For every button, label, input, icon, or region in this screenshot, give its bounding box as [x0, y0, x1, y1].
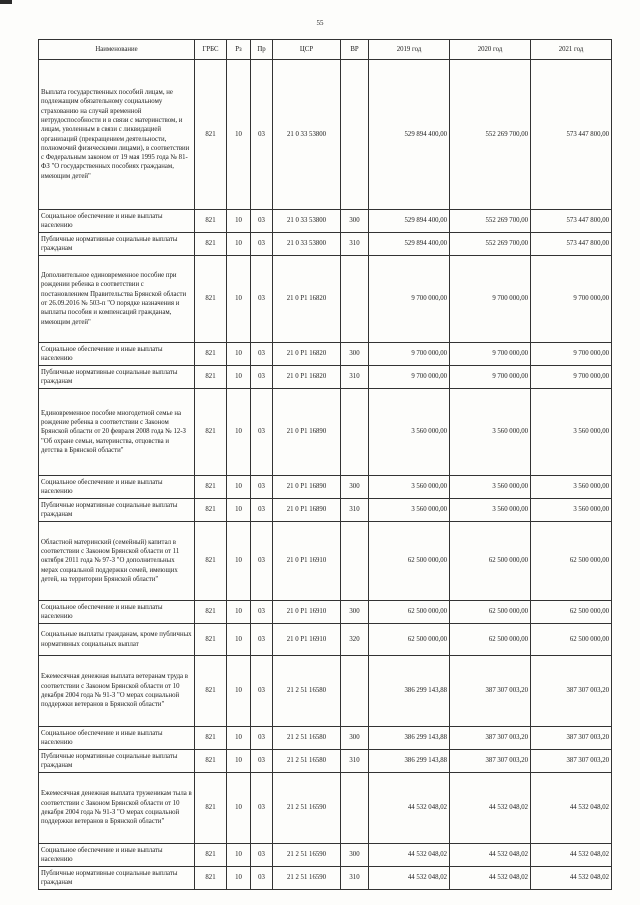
cell-2021: 573 447 800,00 [531, 233, 612, 256]
cell-2021: 44 532 048,02 [531, 844, 612, 867]
cell-pr: 03 [251, 499, 273, 522]
cell-csr: 21 0 P1 16910 [273, 624, 341, 656]
cell-2019: 529 894 400,00 [369, 210, 450, 233]
cell-grbs: 821 [195, 499, 227, 522]
cell-2019: 44 532 048,02 [369, 867, 450, 890]
cell-rz: 10 [227, 624, 251, 656]
header-2019: 2019 год [369, 40, 450, 60]
cell-2020: 3 560 000,00 [450, 476, 531, 499]
cell-2019: 62 500 000,00 [369, 624, 450, 656]
cell-grbs: 821 [195, 601, 227, 624]
cell-2019: 3 560 000,00 [369, 476, 450, 499]
cell-pr: 03 [251, 750, 273, 773]
cell-2020: 3 560 000,00 [450, 389, 531, 476]
cell-2020: 9 700 000,00 [450, 366, 531, 389]
table-body [39, 60, 612, 890]
cell-rz: 10 [227, 499, 251, 522]
cell-csr: 21 2 51 16580 [273, 656, 341, 727]
table-row [39, 750, 612, 773]
cell-2019: 62 500 000,00 [369, 601, 450, 624]
cell-2019: 44 532 048,02 [369, 773, 450, 844]
cell-name: Публичные нормативные социальные выплаты гражданам [39, 750, 195, 773]
table-row [39, 256, 612, 343]
header-csr: ЦСР [273, 40, 341, 60]
cell-grbs: 821 [195, 60, 227, 210]
table-row [39, 60, 612, 210]
cell-pr: 03 [251, 522, 273, 601]
cell-csr: 21 0 33 53800 [273, 233, 341, 256]
cell-2020: 62 500 000,00 [450, 522, 531, 601]
cell-csr: 21 2 51 16580 [273, 727, 341, 750]
cell-grbs: 821 [195, 844, 227, 867]
cell-grbs: 821 [195, 389, 227, 476]
cell-2021: 387 307 003,20 [531, 656, 612, 727]
cell-2021: 44 532 048,02 [531, 773, 612, 844]
cell-name: Областной материнский (семейный) капитал в соответствии с Законом Брянской области от 11 октября 2011 года № 97-З "О дополнительных мерах социальной поддержки семей, имеющих детей, на территории Брянской области" [39, 522, 195, 601]
table-row [39, 476, 612, 499]
table-row [39, 867, 612, 890]
cell-rz: 10 [227, 601, 251, 624]
header-2021: 2021 год [531, 40, 612, 60]
cell-2021: 9 700 000,00 [531, 366, 612, 389]
cell-2019: 9 700 000,00 [369, 366, 450, 389]
cell-2020: 552 269 700,00 [450, 60, 531, 210]
cell-grbs: 821 [195, 366, 227, 389]
cell-csr: 21 2 51 16590 [273, 773, 341, 844]
cell-2021: 573 447 800,00 [531, 60, 612, 210]
cell-rz: 10 [227, 256, 251, 343]
cell-csr: 21 0 33 53800 [273, 60, 341, 210]
cell-grbs: 821 [195, 522, 227, 601]
table-row [39, 773, 612, 844]
cell-2019: 3 560 000,00 [369, 499, 450, 522]
cell-2020: 552 269 700,00 [450, 210, 531, 233]
table-row [39, 499, 612, 522]
cell-2020: 62 500 000,00 [450, 624, 531, 656]
cell-rz: 10 [227, 476, 251, 499]
cell-vr: 300 [341, 601, 369, 624]
cell-pr: 03 [251, 256, 273, 343]
cell-2021: 387 307 003,20 [531, 750, 612, 773]
cell-vr: 300 [341, 343, 369, 366]
header-grbs: ГРБС [195, 40, 227, 60]
cell-pr: 03 [251, 389, 273, 476]
cell-2021: 573 447 800,00 [531, 210, 612, 233]
cell-pr: 03 [251, 867, 273, 890]
cell-rz: 10 [227, 867, 251, 890]
cell-vr: 310 [341, 233, 369, 256]
cell-pr: 03 [251, 656, 273, 727]
page-number: 55 [316, 19, 324, 27]
table-row [39, 366, 612, 389]
cell-rz: 10 [227, 656, 251, 727]
cell-2020: 62 500 000,00 [450, 601, 531, 624]
cell-grbs: 821 [195, 727, 227, 750]
cell-2021: 9 700 000,00 [531, 256, 612, 343]
cell-2021: 44 532 048,02 [531, 867, 612, 890]
cell-2020: 3 560 000,00 [450, 499, 531, 522]
cell-grbs: 821 [195, 656, 227, 727]
cell-2019: 62 500 000,00 [369, 522, 450, 601]
cell-rz: 10 [227, 750, 251, 773]
cell-pr: 03 [251, 624, 273, 656]
cell-csr: 21 2 51 16580 [273, 750, 341, 773]
header-vr: ВР [341, 40, 369, 60]
cell-2020: 387 307 003,20 [450, 750, 531, 773]
cell-name: Социальное обеспечение и иные выплаты населению [39, 343, 195, 366]
cell-vr: 310 [341, 750, 369, 773]
table-row [39, 601, 612, 624]
cell-2020: 9 700 000,00 [450, 256, 531, 343]
cell-csr: 21 0 P1 16890 [273, 476, 341, 499]
cell-2021: 3 560 000,00 [531, 389, 612, 476]
table-row [39, 389, 612, 476]
cell-2021: 62 500 000,00 [531, 522, 612, 601]
header-name: Наименование [39, 40, 195, 60]
cell-2020: 552 269 700,00 [450, 233, 531, 256]
cell-pr: 03 [251, 727, 273, 750]
cell-name: Социальное обеспечение и иные выплаты населению [39, 210, 195, 233]
cell-vr: 310 [341, 366, 369, 389]
cell-rz: 10 [227, 366, 251, 389]
cell-grbs: 821 [195, 624, 227, 656]
header-rz: Рз [227, 40, 251, 60]
cell-grbs: 821 [195, 256, 227, 343]
cell-vr: 310 [341, 499, 369, 522]
cell-2021: 387 307 003,20 [531, 727, 612, 750]
cell-2019: 386 299 143,88 [369, 727, 450, 750]
cell-rz: 10 [227, 727, 251, 750]
cell-rz: 10 [227, 210, 251, 233]
cell-name: Ежемесячная денежная выплата ветеранам труда в соответствии с Законом Брянской области от 10 декабря 2004 года № 91-З "О мерах социальной поддержки ветеранов в Брянской области" [39, 656, 195, 727]
cell-pr: 03 [251, 844, 273, 867]
cell-csr: 21 0 33 53800 [273, 210, 341, 233]
cell-name: Дополнительное единовременное пособие при рождении ребенка в соответствии с постановлением Правительства Брянской области от 26.09.2016 № 503-п "О порядке назначения и выплаты пособия и компенсаций гражданам, имеющим детей" [39, 256, 195, 343]
cell-name: Ежемесячная денежная выплата труженикам тыла в соответствии с Законом Брянской области от 10 декабря 2004 года № 91-З "О мерах социальной поддержки ветеранов в Брянской области" [39, 773, 195, 844]
cell-2020: 44 532 048,02 [450, 844, 531, 867]
cell-vr: 300 [341, 844, 369, 867]
cell-name: Выплата государственных пособий лицам, не подлежащим обязательному социальному страхованию на случай временной нетрудоспособности и в связи с материнством, и лицам, уволенным в связи с ликвидацией организаций (прекращением деятельности, полномочий физическими лицами), в соответствии с Федеральным законом от 19 мая 1995 года № 81-ФЗ "О государственных пособиях гражданам, имеющим детей" [39, 60, 195, 210]
cell-rz: 10 [227, 343, 251, 366]
cell-pr: 03 [251, 476, 273, 499]
cell-2021: 62 500 000,00 [531, 601, 612, 624]
cell-pr: 03 [251, 210, 273, 233]
cell-grbs: 821 [195, 210, 227, 233]
header-pr: Пр [251, 40, 273, 60]
cell-csr: 21 0 P1 16890 [273, 499, 341, 522]
cell-vr [341, 656, 369, 727]
cell-csr: 21 0 P1 16820 [273, 366, 341, 389]
table-row [39, 624, 612, 656]
cell-vr: 320 [341, 624, 369, 656]
cell-name: Публичные нормативные социальные выплаты гражданам [39, 867, 195, 890]
cell-csr: 21 2 51 16590 [273, 867, 341, 890]
cell-2020: 44 532 048,02 [450, 773, 531, 844]
cell-csr: 21 0 P1 16820 [273, 343, 341, 366]
cell-pr: 03 [251, 233, 273, 256]
cell-vr [341, 60, 369, 210]
cell-pr: 03 [251, 343, 273, 366]
cell-pr: 03 [251, 601, 273, 624]
cell-2019: 386 299 143,88 [369, 750, 450, 773]
cell-vr [341, 522, 369, 601]
cell-name: Социальное обеспечение и иные выплаты населению [39, 476, 195, 499]
cell-rz: 10 [227, 233, 251, 256]
cell-2019: 9 700 000,00 [369, 256, 450, 343]
cell-rz: 10 [227, 773, 251, 844]
cell-name: Социальные выплаты гражданам, кроме публичных нормативных социальных выплат [39, 624, 195, 656]
cell-name: Единовременное пособие многодетной семье на рождение ребенка в соответствии с Законом Брянской области от 20 февраля 2008 года № 12-З "Об охране семьи, материнства, отцовства и детства в Брянской области" [39, 389, 195, 476]
budget-table [38, 39, 612, 890]
corner-mark [0, 0, 12, 4]
cell-vr: 300 [341, 476, 369, 499]
cell-csr: 21 0 P1 16910 [273, 601, 341, 624]
table-row [39, 343, 612, 366]
cell-grbs: 821 [195, 867, 227, 890]
cell-vr [341, 256, 369, 343]
cell-2021: 3 560 000,00 [531, 476, 612, 499]
table-header-row [39, 40, 612, 60]
cell-name: Социальное обеспечение и иные выплаты населению [39, 844, 195, 867]
cell-2020: 387 307 003,20 [450, 656, 531, 727]
cell-name: Социальное обеспечение и иные выплаты населению [39, 601, 195, 624]
cell-csr: 21 0 P1 16910 [273, 522, 341, 601]
cell-pr: 03 [251, 60, 273, 210]
cell-2019: 44 532 048,02 [369, 844, 450, 867]
cell-csr: 21 2 51 16590 [273, 844, 341, 867]
cell-name: Публичные нормативные социальные выплаты гражданам [39, 499, 195, 522]
cell-2020: 387 307 003,20 [450, 727, 531, 750]
cell-2019: 9 700 000,00 [369, 343, 450, 366]
table-row [39, 233, 612, 256]
cell-vr: 300 [341, 210, 369, 233]
header-2020: 2020 год [450, 40, 531, 60]
table-row [39, 727, 612, 750]
table-row [39, 656, 612, 727]
table-row [39, 522, 612, 601]
cell-2019: 3 560 000,00 [369, 389, 450, 476]
table-row [39, 210, 612, 233]
cell-rz: 10 [227, 389, 251, 476]
cell-2021: 3 560 000,00 [531, 499, 612, 522]
cell-name: Социальное обеспечение и иные выплаты населению [39, 727, 195, 750]
cell-grbs: 821 [195, 750, 227, 773]
cell-grbs: 821 [195, 773, 227, 844]
cell-name: Публичные нормативные социальные выплаты гражданам [39, 233, 195, 256]
cell-vr: 300 [341, 727, 369, 750]
table-row [39, 844, 612, 867]
cell-vr [341, 389, 369, 476]
cell-pr: 03 [251, 366, 273, 389]
cell-csr: 21 0 P1 16820 [273, 256, 341, 343]
cell-csr: 21 0 P1 16890 [273, 389, 341, 476]
cell-name: Публичные нормативные социальные выплаты гражданам [39, 366, 195, 389]
cell-2021: 9 700 000,00 [531, 343, 612, 366]
cell-2021: 62 500 000,00 [531, 624, 612, 656]
cell-vr: 310 [341, 867, 369, 890]
cell-2019: 529 894 400,00 [369, 60, 450, 210]
cell-2019: 529 894 400,00 [369, 233, 450, 256]
cell-grbs: 821 [195, 233, 227, 256]
cell-2020: 9 700 000,00 [450, 343, 531, 366]
cell-rz: 10 [227, 522, 251, 601]
cell-vr [341, 773, 369, 844]
cell-grbs: 821 [195, 476, 227, 499]
cell-2019: 386 299 143,88 [369, 656, 450, 727]
cell-rz: 10 [227, 844, 251, 867]
cell-grbs: 821 [195, 343, 227, 366]
cell-2020: 44 532 048,02 [450, 867, 531, 890]
cell-rz: 10 [227, 60, 251, 210]
cell-pr: 03 [251, 773, 273, 844]
